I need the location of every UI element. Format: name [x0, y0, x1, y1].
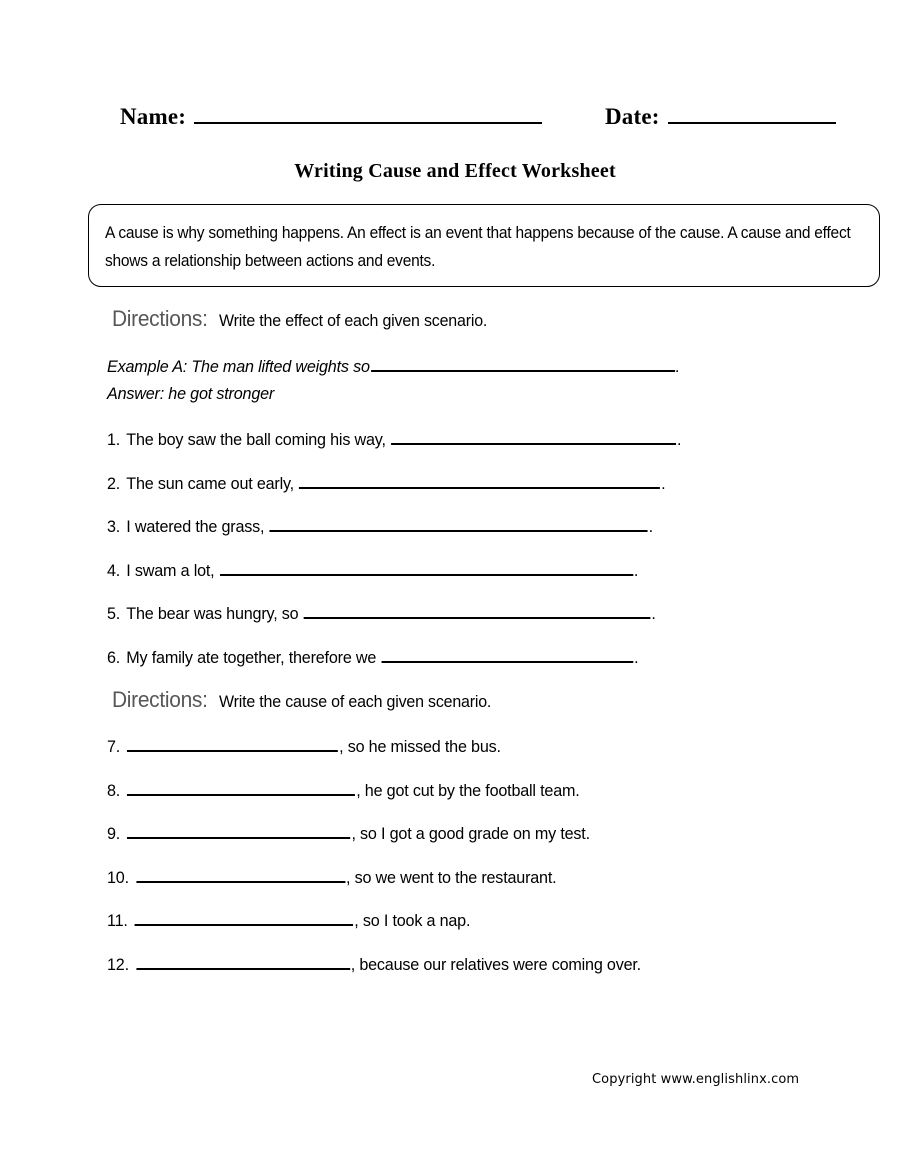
question-punctuation: .	[633, 560, 639, 580]
example-block	[107, 353, 867, 407]
answer-blank-line[interactable]	[127, 781, 355, 796]
example-blank-line[interactable]	[371, 357, 675, 372]
question-item	[107, 428, 858, 472]
effect-question-list	[107, 428, 897, 689]
definition-box	[88, 204, 880, 287]
example-prompt-period: .	[675, 357, 680, 376]
question-item	[107, 909, 858, 953]
copyright-footer: Copyright www.englishlinx.com	[592, 1072, 800, 1087]
directions-text: Write the cause of each given scenario.	[218, 692, 491, 711]
name-label: Name:	[120, 104, 187, 129]
name-field	[120, 104, 542, 130]
question-text: I watered the grass,	[126, 517, 269, 536]
definition-text: A cause is why something happens. An effect is an event that happens because of the cause. A cause and effect shows a relationship between actions and events.	[105, 224, 851, 270]
question-punctuation: .	[648, 517, 653, 536]
answer-blank-line[interactable]	[127, 824, 350, 839]
date-write-in-line[interactable]	[668, 105, 836, 124]
question-item	[107, 472, 858, 516]
name-write-in-line[interactable]	[194, 105, 542, 124]
question-item	[107, 646, 858, 690]
directions-label: Directions:	[112, 687, 208, 712]
question-item	[107, 735, 858, 779]
header-fields	[0, 104, 910, 138]
question-number: 12.	[107, 954, 134, 974]
question-item	[107, 822, 858, 866]
question-number: 6.	[107, 647, 125, 667]
answer-blank-line[interactable]	[299, 474, 660, 489]
answer-blank-line[interactable]	[381, 648, 633, 663]
directions-label: Directions:	[112, 306, 208, 331]
directions-cause	[112, 687, 508, 713]
question-text: The sun came out early,	[126, 473, 299, 493]
question-text: My family ate together, therefore we	[126, 647, 381, 667]
answer-blank-line[interactable]	[270, 517, 648, 532]
question-punctuation: .	[651, 604, 656, 623]
question-number: 8.	[107, 780, 125, 800]
directions-effect	[112, 306, 504, 332]
answer-blank-line[interactable]	[304, 604, 651, 619]
question-number: 4.	[107, 560, 125, 580]
question-punctuation: .	[676, 430, 682, 449]
example-answer: Answer: he got stronger	[107, 384, 275, 403]
question-text: , so we went to the restaurant.	[345, 867, 557, 887]
answer-blank-line[interactable]	[136, 955, 350, 970]
example-prompt-text: Example A: The man lifted weights so	[107, 357, 370, 376]
example-prompt	[107, 353, 829, 380]
question-number: 10.	[107, 867, 134, 887]
question-item	[107, 559, 858, 603]
question-number: 7.	[107, 737, 125, 756]
question-item	[107, 779, 858, 823]
cause-question-list	[107, 735, 897, 996]
answer-blank-line[interactable]	[136, 868, 345, 883]
question-punctuation: .	[634, 647, 639, 667]
question-number: 5.	[107, 604, 125, 623]
question-number: 3.	[107, 517, 125, 536]
page-title: Writing Cause and Effect Worksheet	[294, 160, 616, 182]
date-label: Date:	[605, 104, 660, 129]
directions-text: Write the effect of each given scenario.	[218, 311, 487, 330]
question-text: , because our relatives were coming over.	[350, 954, 641, 974]
answer-blank-line[interactable]	[135, 911, 354, 926]
question-number: 1.	[107, 430, 125, 449]
question-number: 2.	[107, 473, 125, 493]
question-text: I swam a lot,	[126, 560, 219, 580]
date-field	[605, 104, 836, 130]
question-punctuation: .	[661, 473, 666, 493]
answer-blank-line[interactable]	[391, 430, 676, 445]
question-item	[107, 602, 858, 646]
question-text: , so I took a nap.	[354, 911, 471, 930]
question-text: The boy saw the ball coming his way,	[126, 430, 391, 449]
question-item	[107, 866, 858, 910]
question-item	[107, 515, 858, 559]
question-text: , so he missed the bus.	[339, 737, 501, 756]
answer-blank-line[interactable]	[220, 561, 633, 576]
question-text: The bear was hungry, so	[126, 604, 303, 623]
question-number: 11.	[107, 911, 132, 930]
question-text: , he got cut by the football team.	[356, 780, 580, 800]
question-text: , so I got a good grade on my test.	[351, 824, 590, 843]
answer-blank-line[interactable]	[127, 737, 338, 752]
question-item	[107, 953, 772, 997]
question-number: 9.	[107, 824, 125, 843]
